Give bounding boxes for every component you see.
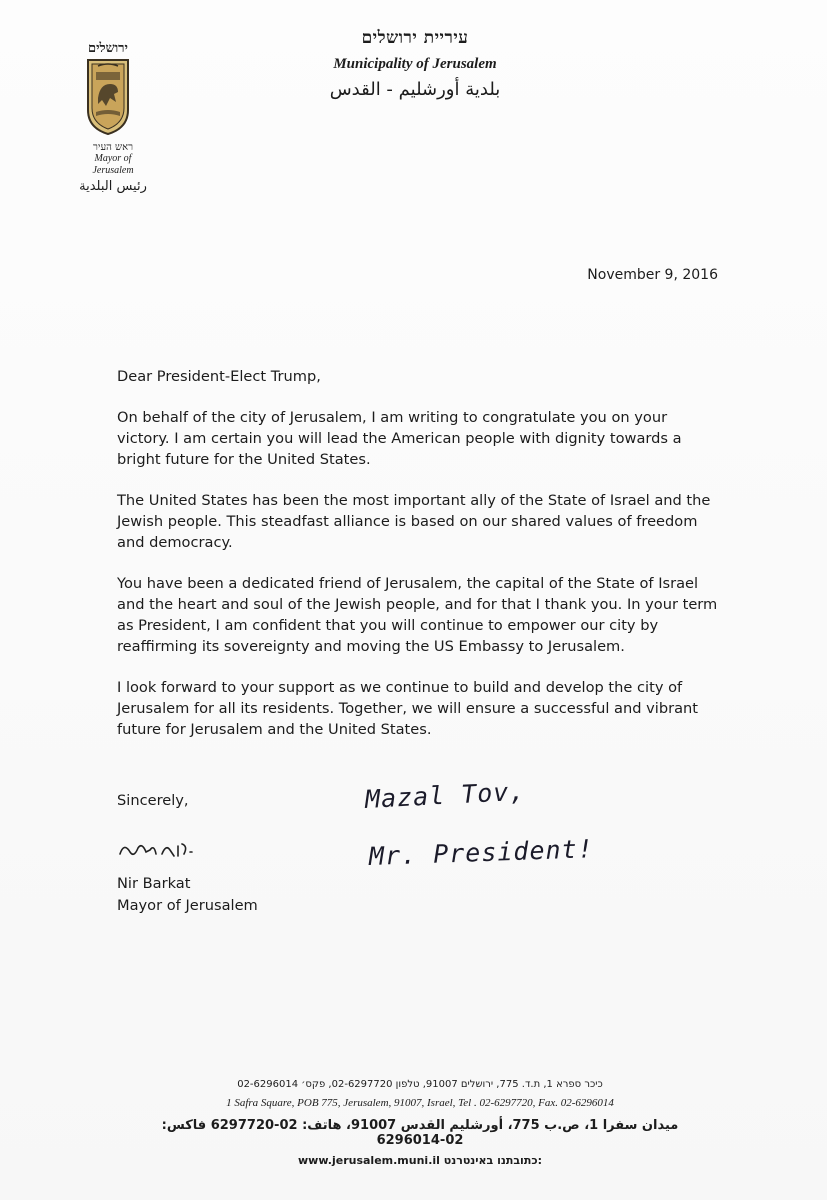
handwritten-line-2: Mr. President!: [368, 834, 595, 871]
letterhead-title: [250, 28, 580, 100]
mayor-label-block: [78, 142, 148, 194]
letter-body: [117, 366, 722, 760]
handwritten-line-1: Mazal Tov,: [364, 776, 527, 814]
handwritten-note: [364, 776, 595, 871]
footer-website: www.jerusalem.muni.il כתובתנו באינטרנט:: [298, 1154, 542, 1167]
paragraph-1: On behalf of the city of Jerusalem, I am writing to congratulate you on your victory. I am certain you will lead the American people with dignity towards a bright future for the United States.: [117, 409, 682, 468]
jerusalem-emblem: [84, 40, 132, 136]
mayor-english-line1: Mayor of: [94, 153, 132, 164]
salutation: Dear President-Elect Trump,: [117, 368, 321, 385]
title-english: Municipality of Jerusalem: [333, 56, 497, 72]
closing: Sincerely,: [117, 792, 189, 809]
letter-date: November 9, 2016: [587, 267, 718, 283]
mayor-english-line2: Jerusalem: [92, 165, 134, 176]
footer-english: 1 Safra Square, POB 775, Jerusalem, 91007, Israel, Tel . 02-6297720, Fax. 02-6296014: [226, 1097, 614, 1109]
paragraph-3: You have been a dedicated friend of Jerusalem, the capital of the State of Israel and the heart and soul of the Jewish people, and for that I thank you. In your term as President, I am confident that you will continue to empower our city by reaffirming its sovereignty and moving the US Embassy to Jerusalem.: [117, 575, 718, 655]
title-hebrew: עיריית ירושלים: [361, 28, 469, 48]
paragraph-4: I look forward to your support as we continue to build and develop the city of Jerusalem for all its residents. Together, we will ensure a successful and vibrant future for Jerusalem and the United States.: [117, 679, 699, 738]
paragraph-2: The United States has been the most important ally of the State of Israel and the Jewish people. This steadfast alliance is based on our shared values of freedom and democracy.: [117, 492, 711, 551]
mayor-arabic: رئيس البلدية: [79, 179, 147, 194]
signer-title: Mayor of Jerusalem: [117, 897, 258, 914]
letter-footer: [150, 1079, 690, 1167]
footer-arabic: ميدان سفرا 1، ص.ب 775، أورشليم القدس 91007، هاتف: 02-6297720 فاكس: 02-6296014: [161, 1118, 679, 1148]
signer-name: Nir Barkat: [117, 875, 191, 892]
signer-block: [117, 873, 258, 917]
footer-hebrew: כיכר ספרא 1, ת.ד. 775, ירושלים 91007, טלפון 02-6297720, פקס׳ 02-6296014: [237, 1079, 603, 1090]
hebrew-signature: [116, 832, 196, 864]
title-arabic: بلدية أورشليم - القدس: [329, 79, 501, 100]
emblem-hebrew-text: ירושלים: [88, 41, 128, 56]
lion-shield-icon: [84, 58, 132, 136]
mayor-hebrew: ראש העיר: [92, 142, 134, 153]
